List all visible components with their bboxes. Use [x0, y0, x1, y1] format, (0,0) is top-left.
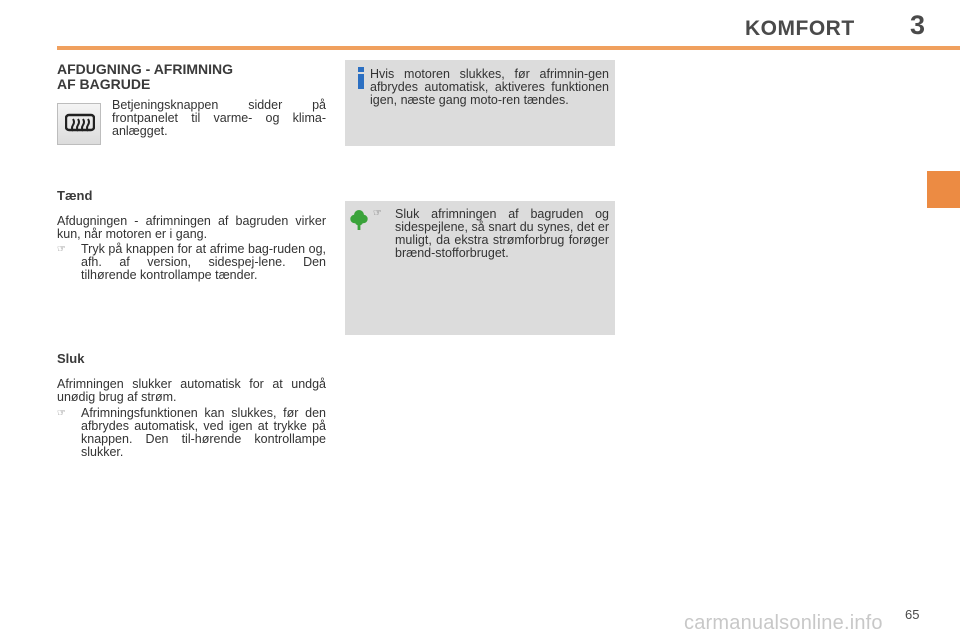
on-bullet-text: Tryk på knappen for at afrime bag-ruden og, afh. af version, sidespej-lene. Den tilhørende kontrollampe tænder.: [81, 242, 326, 282]
off-bullet: [57, 407, 326, 459]
off-paragraph: Afrimningen slukker automatisk for at undgå unødig brug af strøm.: [57, 377, 326, 404]
tree-icon: [350, 209, 368, 231]
watermark: carmanualsonline.info: [684, 612, 883, 634]
info-box: [345, 60, 615, 146]
eco-text: Sluk afrimningen af bagruden og sidespejlene, så snart du synes, det er muligt, da ekstra strømforbrug forøger brænd-stofforbruget.: [395, 207, 609, 260]
chapter-title: KOMFORT: [745, 17, 855, 40]
chapter-side-tab: [927, 171, 960, 208]
header-rule: [57, 46, 960, 50]
rear-defrost-icon: [65, 113, 95, 137]
on-bullet: [57, 243, 326, 282]
control-location-text: Betjeningsknappen sidder på frontpanelet til varme- og klima-anlægget.: [112, 98, 326, 138]
chapter-number: 3: [910, 10, 926, 40]
eco-box: [345, 201, 615, 335]
on-paragraph: Afdugningen - afrimningen af bagruden virker kun, når motoren er i gang.: [57, 214, 326, 241]
off-heading: Sluk: [57, 351, 85, 366]
off-bullet-text: Afrimningsfunktionen kan slukkes, før den afbrydes automatisk, ved igen at trykke på knappen. Den til-hørende kontrollampe slukker.: [81, 406, 326, 459]
rear-defrost-button-illustration: [57, 103, 101, 145]
page-number: 65: [905, 607, 920, 622]
info-icon: [355, 66, 367, 90]
section-title-line2: AF BAGRUDE: [57, 76, 151, 92]
section-title-line1: AFDUGNING - AFRIMNING: [57, 61, 234, 77]
pointing-hand-icon: ☞: [373, 208, 382, 219]
on-heading: Tænd: [57, 188, 93, 203]
section-title: [57, 62, 233, 92]
info-text: Hvis motoren slukkes, før afrimnin-gen afbrydes automatisk, aktiveres funktionen igen, næste gang moto-ren tændes.: [370, 67, 609, 107]
pointing-hand-icon: ☞: [57, 408, 66, 419]
pointing-hand-icon: ☞: [57, 244, 66, 255]
